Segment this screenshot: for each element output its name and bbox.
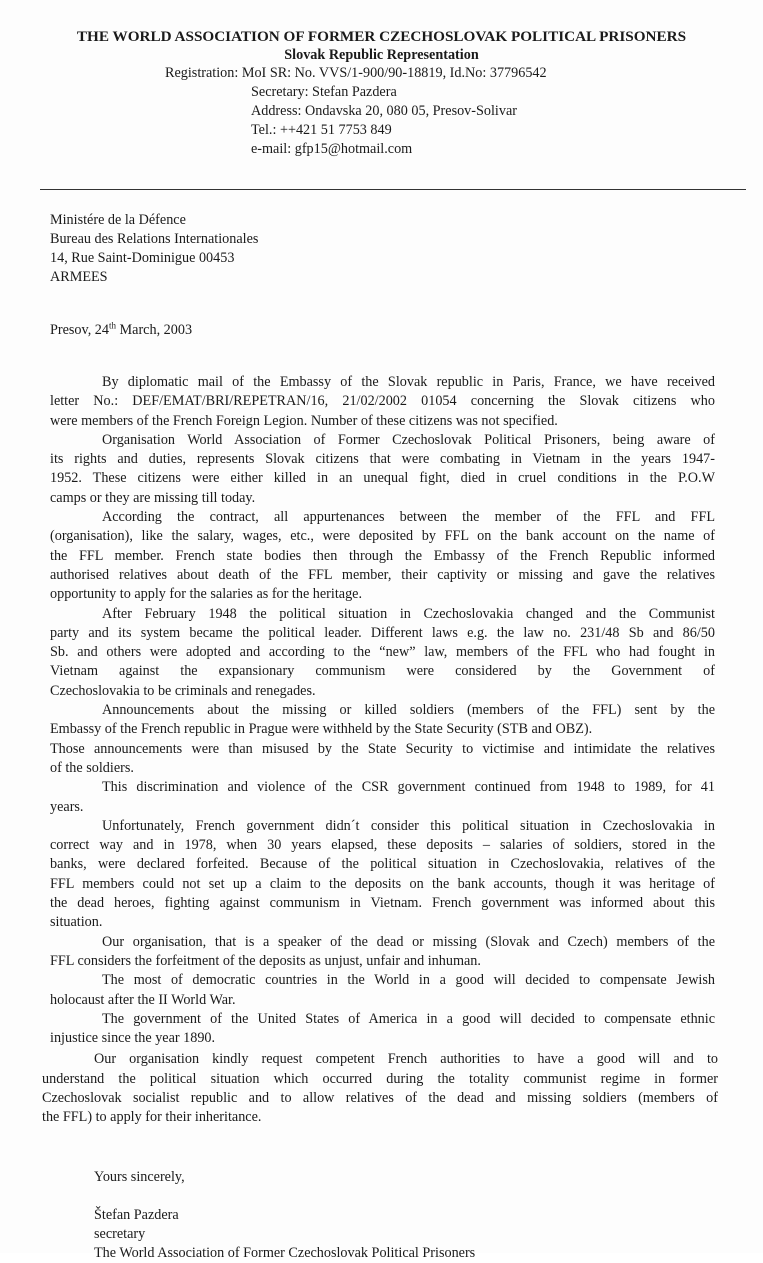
- letterhead-address: Address: Ondavska 20, 080 05, Presov-Solivar: [251, 103, 517, 119]
- recipient-line-1: Ministére de la Défence: [50, 212, 186, 228]
- signatory-role: secretary: [94, 1225, 146, 1242]
- body-line: holocaust after the II World War.: [50, 991, 236, 1008]
- body-line: After February 1948 the political situation in Czechoslovakia changed and the Communist: [102, 605, 715, 622]
- body-line: Our organisation, that is a speaker of the dead or missing (Slovak and Czech) members of the: [102, 933, 715, 950]
- final-paragraph-line: the FFL) to apply for their inheritance.: [42, 1109, 262, 1126]
- body-line: Those announcements were than misused by the State Security to victimise and intimidate the relatives: [50, 740, 715, 757]
- body-line: injustice since the year 1890.: [50, 1030, 216, 1047]
- body-line: correct way and in 1978, when 30 years elapsed, these deposits – salaries of soldiers, stored in the: [50, 837, 715, 854]
- letterhead-tel: Tel.: ++421 51 7753 849: [251, 122, 392, 138]
- letter-date: [50, 322, 192, 339]
- recipient-line-2: Bureau des Relations Internationales: [50, 231, 259, 247]
- body-line: Czechoslovakia to be criminals and renegades.: [50, 682, 316, 699]
- body-line: Sb. and others were adopted and according to the “new” law, members of the FFL who had fought in: [50, 644, 715, 661]
- body-line: of the soldiers.: [50, 759, 134, 776]
- body-line: its rights and duties, represents Slovak citizens that were combating in Vietnam in the years 1947-: [50, 451, 715, 468]
- letterhead-email: e-mail: gfp15@hotmail.com: [251, 141, 413, 157]
- final-paragraph-line: Czechoslovak socialist republic and to allow relatives of the dead and missing soldiers (members of: [42, 1089, 718, 1106]
- body-line: camps or they are missing till today.: [50, 489, 256, 506]
- body-line: the dead heroes, fighting against communism in Vietnam. French government was informed about this: [50, 895, 715, 912]
- signatory-organisation: The World Association of Former Czechoslovak Political Prisoners: [94, 1244, 476, 1261]
- date-prefix: Presov, 24: [50, 322, 109, 338]
- body-line: party and its system became the political leader. Different laws e.g. the law no. 231/48 Sb and 86/50: [50, 624, 715, 641]
- body-line: Vietnam against the expansionary communism were considered by the Government of: [50, 663, 715, 680]
- body-line: FFL members could not set up a claim to the deposits on the bank accounts, though it was heritage of: [50, 875, 715, 892]
- body-line: 1952. These citizens were either killed in an unequal fight, died in cruel conditions in the P.O.W: [50, 470, 715, 487]
- body-line: (organisation), like the salary, wages, etc., were deposited by FFL on the bank account on the name of: [50, 528, 715, 545]
- body-line: The most of democratic countries in the World in a good will decided to compensate Jewish: [102, 972, 715, 989]
- final-paragraph-line: understand the political situation which occurred during the totality communist regime in former: [42, 1070, 718, 1087]
- letter-flow: [0, 373, 763, 1263]
- recipient-line-4: ARMEES: [50, 269, 108, 285]
- body-line: situation.: [50, 914, 103, 931]
- date-ordinal: th: [108, 320, 116, 331]
- body-line: By diplomatic mail of the Embassy of the Slovak republic in Paris, France, we have received: [102, 374, 715, 390]
- body-line: years.: [50, 798, 84, 815]
- header-divider: [40, 189, 746, 190]
- letterhead-secretary: Secretary: Stefan Pazdera: [251, 84, 397, 100]
- body-line: FFL considers the forfeitment of the deposits as unjust, unfair and inhuman.: [50, 952, 481, 969]
- letterhead-registration: Registration: MoI SR: No. VVS/1-900/90-18819, Id.No: 37796542: [165, 65, 547, 81]
- closing-salutation: Yours sincerely,: [94, 1168, 185, 1185]
- body-line: letter No.: DEF/EMAT/BRI/REPETRAN/16, 21/02/2002 01054 concerning the Slovak citizens who: [50, 393, 715, 410]
- letterhead-subtitle: Slovak Republic Representation: [284, 47, 479, 63]
- body-line: Organisation World Association of Former Czechoslovak Political Prisoners, being aware of: [102, 431, 715, 448]
- body-line: The government of the United States of America in a good will decided to compensate ethnic: [102, 1010, 715, 1027]
- body-line: the FFL member. French state bodies then through the Embassy of the French Republic informed: [50, 547, 715, 564]
- letter-final-paragraph: [42, 1050, 718, 1127]
- signatory-name: Štefan Pazdera: [94, 1206, 179, 1223]
- body-line: banks, were declared forfeited. Because of the political situation in Czechoslovakia, relatives of the: [50, 856, 715, 873]
- final-paragraph-line: Our organisation kindly request competent French authorities to have a good will and to: [94, 1051, 718, 1068]
- letter-body: [50, 373, 715, 1048]
- body-line: This discrimination and violence of the CSR government continued from 1948 to 1989, for 41: [102, 779, 715, 796]
- body-line: authorised relatives about death of the FFL member, their captivity or missing and gave the relatives: [50, 566, 715, 583]
- body-line: According the contract, all appurtenances between the member of the FFL and FFL: [102, 509, 715, 526]
- body-line: were members of the French Foreign Legion. Number of these citizens was not specified.: [50, 412, 558, 429]
- body-line: Announcements about the missing or killed soldiers (members of the FFL) sent by the: [102, 702, 715, 719]
- body-line: Embassy of the French republic in Prague were withheld by the State Security (STB and OBZ).: [50, 721, 593, 738]
- body-line: Unfortunately, French government didn´t consider this political situation in Czechoslovakia in: [102, 817, 715, 834]
- letterhead-title: THE WORLD ASSOCIATION OF FORMER CZECHOSLOVAK POLITICAL PRISONERS: [76, 28, 687, 45]
- closing-block: [94, 1168, 763, 1263]
- date-suffix: March, 2003: [116, 322, 193, 338]
- body-line: opportunity to apply for the salaries as for the heritage.: [50, 586, 363, 603]
- recipient-line-3: 14, Rue Saint-Dominigue 00453: [50, 250, 235, 266]
